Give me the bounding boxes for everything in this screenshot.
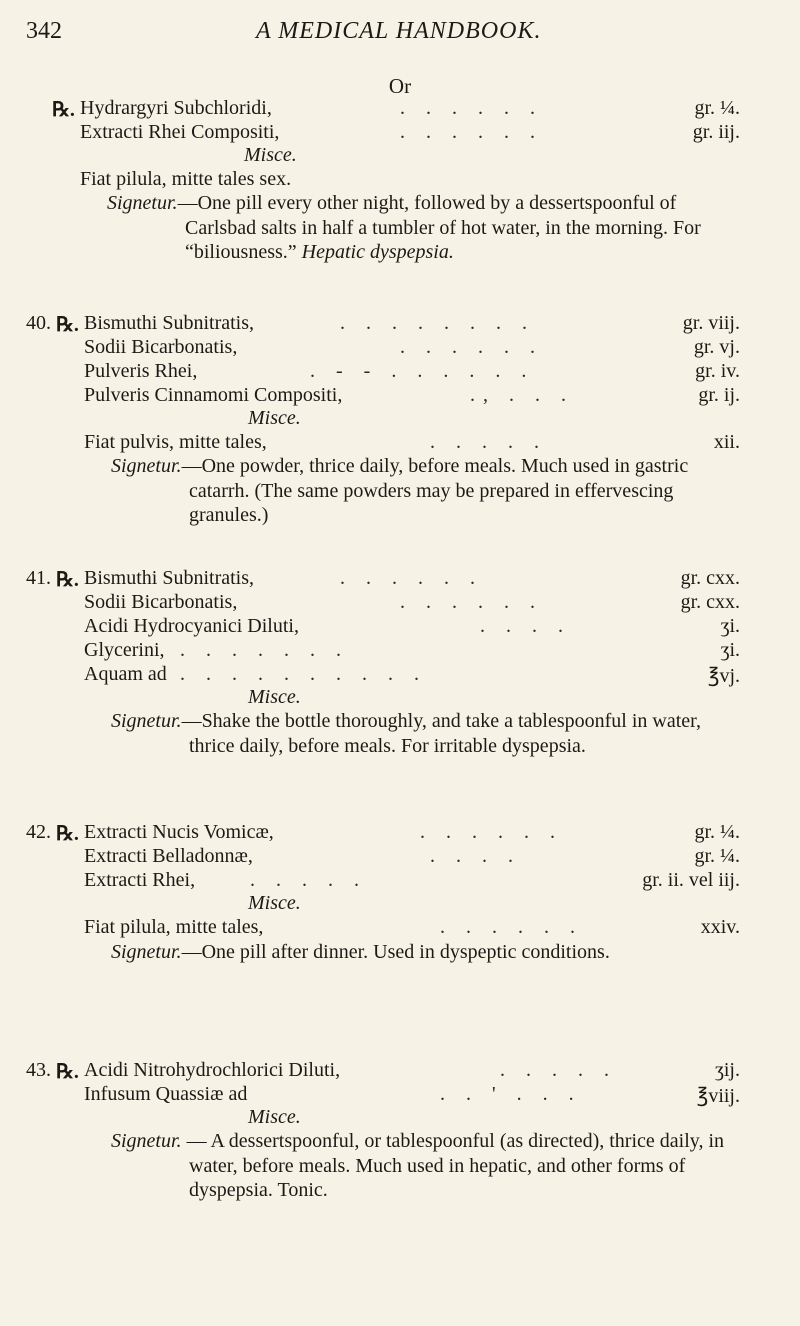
ingredient-qty: gr. viij.	[682, 312, 740, 334]
signetur-label: Signetur.	[111, 941, 182, 963]
ingredient-name: Glycerini,	[84, 639, 165, 661]
prescription-number: 43.	[26, 1059, 51, 1081]
leader-dots: . . . . . .	[420, 821, 563, 843]
signetur-paragraph	[111, 709, 743, 758]
ingredient-qty: gr. ¼.	[694, 845, 740, 867]
ingredient-qty: gr. cxx.	[680, 591, 740, 613]
ingredient-qty: gr. iv.	[695, 360, 740, 382]
leader-dots: . . ' . . .	[440, 1083, 582, 1105]
signetur-paragraph	[111, 1129, 743, 1203]
page-header	[26, 18, 726, 48]
fiat-qty: xxiv.	[700, 916, 740, 938]
misce-label: Misce.	[248, 892, 301, 914]
ingredient-name: Sodii Bicarbonatis,	[84, 336, 238, 358]
ingredient-name: Pulveris Cinnamomi Compositi,	[84, 384, 343, 406]
leader-dots: . . . . . .	[400, 336, 543, 358]
rx-symbol: ℞.	[56, 569, 79, 591]
leader-dots: . . . . . .	[400, 97, 543, 119]
or-label: Or	[388, 74, 412, 98]
leader-dots: . . . . .	[250, 869, 367, 891]
signetur-text: —Shake the bottle thoroughly, and take a tablespoonful in water, thrice daily, before meals. For irritable dyspepsia.	[181, 710, 701, 757]
signetur-label: Signetur.	[111, 455, 182, 477]
ingredient-qty: gr. ii. vel iij.	[642, 869, 740, 891]
rx-symbol: ℞.	[56, 314, 79, 336]
signetur-label: Signetur.	[111, 1130, 182, 1152]
ingredient-name: Extracti Rhei Compositi,	[80, 121, 280, 143]
leader-dots: . . . . . .	[400, 591, 543, 613]
ingredient-name: Acidi Hydrocyanici Diluti,	[84, 615, 299, 637]
ingredient-name: Bismuthi Subnitratis,	[84, 312, 255, 334]
misce-label: Misce.	[248, 407, 301, 429]
fiat-qty: xii.	[713, 431, 740, 453]
ingredient-name: Pulveris Rhei,	[84, 360, 198, 382]
leader-dots: . . . . . . . .	[340, 312, 535, 334]
leader-dots: . . . .	[480, 615, 571, 637]
ingredient-qty: ʒi.	[720, 615, 740, 637]
signetur-tail: Hepatic dyspepsia.	[301, 241, 454, 263]
ingredient-name: Bismuthi Subnitratis,	[84, 567, 255, 589]
signetur-paragraph	[111, 454, 743, 528]
ingredient-qty: gr. cxx.	[680, 567, 740, 589]
leader-dots: . . . . . .	[400, 121, 543, 143]
ingredient-qty: gr. ¼.	[694, 97, 740, 119]
leader-dots: . . . . . .	[440, 916, 583, 938]
leader-dots: . . . . .	[430, 431, 547, 453]
prescription-number: 42.	[26, 821, 51, 843]
ingredient-name: Extracti Belladonnæ,	[84, 845, 253, 867]
rx-symbol: ℞.	[56, 1061, 79, 1083]
rx-symbol: ℞.	[52, 99, 75, 121]
ingredient-qty: ℥viij.	[696, 1085, 740, 1107]
signetur-text: —One pill every other night, followed by a dessertspoonful of Carlsbad salts in half a tumbler of hot water, in the morning. For “biliousness.”	[177, 192, 701, 263]
leader-dots: ., . . .	[470, 384, 574, 406]
signetur-label: Signetur.	[107, 192, 178, 214]
rx-symbol: ℞.	[56, 823, 79, 845]
signetur-paragraph	[111, 940, 743, 965]
fiat-line: Fiat pulvis, mitte tales,	[84, 431, 267, 453]
ingredient-qty: gr. ¼.	[694, 821, 740, 843]
ingredient-name: Extracti Rhei,	[84, 869, 196, 891]
misce-label: Misce.	[248, 1106, 301, 1128]
ingredient-name: Aquam ad	[84, 663, 167, 685]
prescription-number: 40.	[26, 312, 51, 334]
ingredient-qty: ʒi.	[720, 639, 740, 661]
ingredient-qty: gr. ij.	[698, 384, 740, 406]
signetur-text: —One pill after dinner. Used in dyspeptic conditions.	[181, 941, 610, 963]
ingredient-name: Sodii Bicarbonatis,	[84, 591, 238, 613]
ingredient-qty: gr. vj.	[693, 336, 740, 358]
leader-dots: . . . . .	[500, 1059, 617, 1081]
page-number: 342	[26, 18, 62, 44]
ingredient-name: Infusum Quassiæ ad	[84, 1083, 248, 1105]
ingredient-qty: ʒij.	[715, 1059, 740, 1081]
leader-dots: . . . . . .	[340, 567, 483, 589]
ingredient-name: Acidi Nitrohydrochlorici Diluti,	[84, 1059, 341, 1081]
signetur-label: Signetur.	[111, 710, 182, 732]
leader-dots: . . . . . . .	[180, 639, 349, 661]
fiat-line: Fiat pilula, mitte tales sex.	[80, 168, 292, 190]
signetur-paragraph	[107, 191, 743, 265]
running-title: A MEDICAL HANDBOOK.	[256, 18, 542, 44]
misce-label: Misce.	[244, 144, 297, 166]
leader-dots: . . . .	[430, 845, 521, 867]
ingredient-qty: gr. iij.	[692, 121, 740, 143]
fiat-line: Fiat pilula, mitte tales,	[84, 916, 264, 938]
signetur-text: —One powder, thrice daily, before meals. Much used in gastric catarrh. (The same powders may be prepared in effervescing granules.)	[181, 455, 689, 526]
prescription-number: 41.	[26, 567, 51, 589]
leader-dots: . - - . . . . . .	[310, 360, 535, 382]
misce-label: Misce.	[248, 686, 301, 708]
ingredient-name: Hydrargyri Subchloridi,	[80, 97, 272, 119]
signetur-text: — A dessertspoonful, or tablespoonful (as directed), thrice daily, in water, before meals. Much used in hepatic, and other forms of dyspepsia. Tonic.	[181, 1130, 725, 1201]
leader-dots: . . . . . . . . . .	[180, 663, 427, 685]
ingredient-name: Extracti Nucis Vomicæ,	[84, 821, 274, 843]
ingredient-qty: ℥vj.	[707, 665, 740, 687]
